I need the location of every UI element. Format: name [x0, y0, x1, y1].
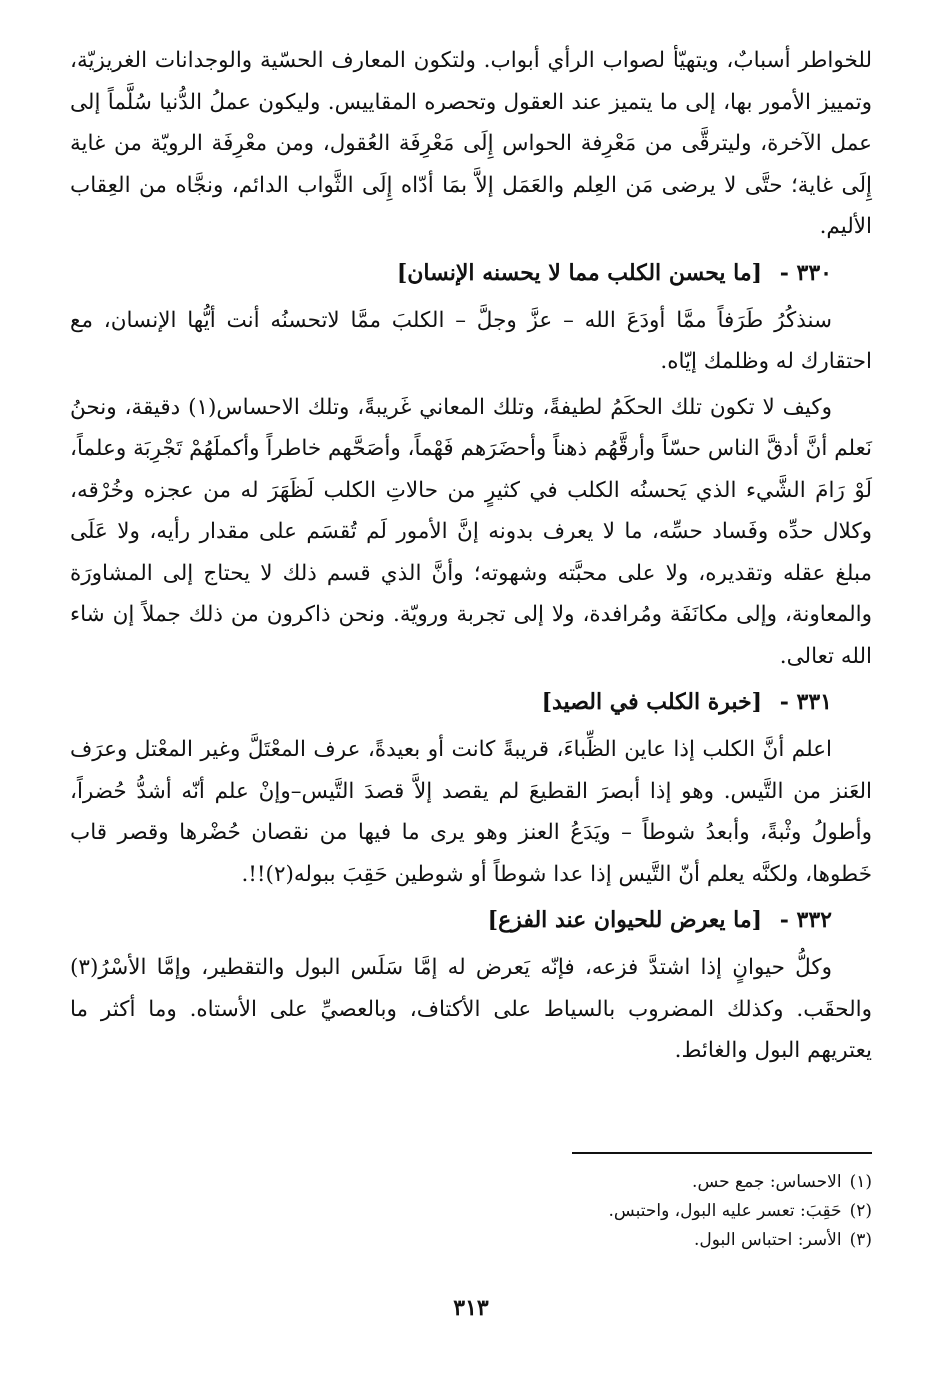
intro-paragraph: للخواطر أسبابٌ، ويتهيّأ لصواب الرأي أبواب. ولتكون المعارف الحسّية والوجدانات الغريزيّة، وتمييز الأمور بها، إلى ما يتميز عند العقول وتحصره المقاييس. وليكون عملُ الدُّنيا سُلَّماً إلى عمل الآخرة، وليترقَّى من مَعْرِفة الحواس إِلَى مَعْرِفَة العُقول، ومن معْرِفَة الرويّة من غاية إِلَى غاية؛ حتَّى لا يرضى مَن العِلم والعَمَل إلاَّ بمَا أدّاه إِلَى الثَّواب الدائم، ونجَّاه من العِقاب الأليم.: [70, 48, 872, 239]
section-330-paragraph-2: وكيف لا تكون تلك الحكَمُ لطيفةً، وتلك المعاني غَريبةً، وتلك الاحساس(١) دقيقة، ونحنُ نَعلم أنَّ أدقَّ الناس حسّاً وأرقَّهُم ذهناً وأحضَرَهم فَهْماً، وأصَحَّهم خاطراً وأكملَهُمْ تَجْرِبَة وعلماً، لَوْ رَامَ الشَّيء الذي يَحسنُه الكلب في كثيرٍ من حالاتِ الكلب لَظَهَرَ له من عجزه وخُرْقه، وكلال حدِّه وفَساد حسِّه، ما لا يعرف بدونه إنَّ الأمور لَم تُقسَم على مقدار رأيه، ولا عَلَى مبلغ عقله وتقديره، ولا على محبَّته وشهوته؛ وأنَّ الذي قسم ذلك لا يحتاج إلى المشاورَة والمعاونة، وإلى مكانَفَة ومُرافدة، ولا إلى تجربة ورويّة. ونحن ذاكرون من ذلك جملاً إن شاء الله تعالى.: [70, 394, 872, 669]
section-title: [ما يحسن الكلب مما لا يحسنه الإنسان]: [396, 259, 763, 286]
footnote-text: الاحساس: جمع حس.: [692, 1172, 842, 1192]
section-332-paragraph-1: وكلُّ حيوانٍ إذا اشتدَّ فزعه، فإنّه يَعرض له إمَّا سَلَس البول والتقطير، وإمَّا الأسْرُ(٣) والحقَب. وكذلك المضروب بالسياط على الأكتاف، وبالعصيِّ على الأستاه. وما أكثر ما يعتريهم البول والغائط.: [70, 955, 872, 1063]
footnote-text: الأسر: احتباس البول.: [694, 1230, 842, 1250]
section-heading-331: [70, 687, 872, 717]
page-number: ٣١٣: [453, 1295, 489, 1321]
footnote-number: (٣): [849, 1230, 872, 1250]
footnote-divider: [572, 1152, 872, 1154]
footnote-3: [70, 1226, 872, 1255]
section-330-paragraph-1: سنذكُرُ طَرَفاً ممَّا أودَعَ الله – عزَّ وجلَّ – الكلبَ ممَّا لاتحسنُه أنت أيُّها الإنسان، مع احتقارك له وظلمك إيّاه.: [70, 307, 872, 374]
footnotes: [70, 1168, 872, 1255]
footnote-1: [70, 1168, 872, 1197]
section-heading-332: [70, 905, 872, 935]
section-title: [ما يعرض للحيوان عند الفزع]: [487, 907, 763, 933]
footnote-number: (٢): [849, 1201, 872, 1221]
footnote-2: [70, 1197, 872, 1226]
footnote-text: حَقِبَ: تعسر عليه البول، واحتبس.: [608, 1201, 842, 1221]
section-number: ٣٣٢ -: [779, 907, 832, 933]
section-331-paragraph-1: اعلم أنَّ الكلب إذا عاين الظِّباءَ، قريبةً كانت أو بعيدةً، عرف المعْتَلَّ وغير المعْتل وعرَف العَنز من التَّيس. وهو إذا أبصرَ القطيعَ لم يقصد إلاَّ قصدَ التَّيس–وإنْ علم أنّه أشدُّ حُضراً، وأطولُ وثْبةً، وأبعدُ شوطاً – ويَدَعُ العنز وهو يرى ما فيها من نقصان حُضْرها وقصر قاب خَطوها، ولكنَّه يعلم أنّ التَّيس إذا عدا شوطاً أو شوطين حَقِبَ ببوله(٢)!!.: [70, 737, 872, 887]
section-number: ٣٣٠ -: [779, 259, 832, 286]
section-heading-330: [70, 258, 872, 288]
book-page: [70, 40, 872, 1369]
section-number: ٣٣١ -: [779, 689, 832, 715]
footnote-number: (١): [849, 1172, 872, 1192]
section-title: [خبرة الكلب في الصيد]: [541, 689, 763, 715]
